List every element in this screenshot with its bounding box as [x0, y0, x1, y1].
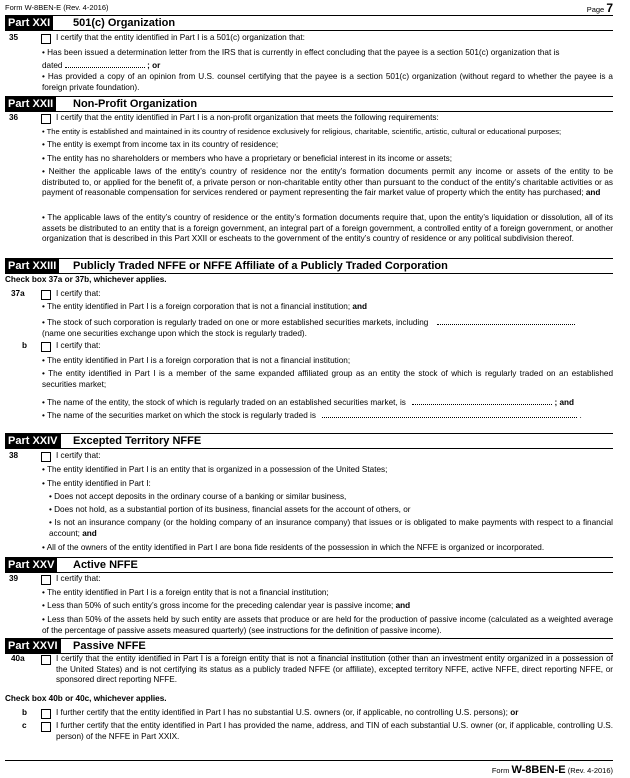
entity-name-field[interactable] — [412, 396, 552, 405]
bullet-body: • The entity identified in Part I is a foreign corporation that is not a financial institution; — [42, 302, 351, 311]
instruction-text: Check box 37a or 37b, whichever applies. — [5, 275, 167, 284]
line-number: b — [22, 341, 28, 350]
line-number: b — [22, 708, 28, 717]
bullet-body: • The stock of such corporation is regularly traded on one or more established securities markets, including — [42, 318, 429, 327]
or-label: or — [510, 708, 519, 717]
part-xxiii-header — [5, 258, 613, 274]
part-xxii-header — [5, 96, 613, 112]
bullet-body: • Has been issued a determination letter from the IRS that is currently in effect concluding that the payee is a section 501(c) organization that is — [42, 48, 560, 57]
sub-bullet-text: • Does not accept deposits in the ordinary course of a banking or similar business, — [49, 492, 347, 501]
part-tag: Part XXVI — [5, 639, 61, 653]
line-number: 37a — [11, 289, 25, 298]
part-tag: Part XXV — [5, 558, 57, 572]
bullet-text: • Has provided a copy of an opinion from U.S. counsel certifying that the payee is a section 501(c) organization (without regard to whether the payee is a foreign private foundation). — [42, 72, 613, 92]
checkbox-38[interactable] — [41, 452, 51, 462]
sub-bullet-body: • Is not an insurance company (or the holding company of an insurance company) that issues or is obligated to make payments with respect to a financial account; — [49, 518, 613, 538]
part-tag: Part XXI — [5, 16, 53, 30]
certify-text: I certify that: — [56, 341, 101, 350]
and-label: and — [585, 188, 601, 198]
bullet-text: • The applicable laws of the entity’s country of residence or the entity’s formation documents require that, upon the entity’s liquidation or dissolution, all of its assets be distributed to an entity that is a foreign government, an integral part of a foreign government, a controlled entity of a foreign government, or another organization that is described in this Part XXII or escheats to the government of the entity’s country of residence or any political subdivision thereof. — [42, 213, 613, 244]
part-xxi-header — [5, 15, 613, 31]
certify-text — [56, 708, 613, 719]
certify-text: I certify that: — [56, 289, 101, 298]
bullet-body: • The name of the securities market on which the stock is regularly traded is — [42, 411, 316, 420]
part-title: Passive NFFE — [73, 640, 146, 652]
bullet-text: • The entity identified in Part I is a member of the same expanded affiliated group as an entity the stock of which is regularly traded on an established securities market; — [42, 369, 613, 389]
bullet-text: • The entity identified in Part I: — [42, 479, 151, 488]
checkbox-37a[interactable] — [41, 290, 51, 300]
bullet-text — [42, 316, 613, 339]
bullet-text — [42, 167, 613, 199]
bullet-text — [42, 302, 613, 313]
bullet-text: • The entity is established and maintained in its country of residence exclusively for religious, charitable, scientific, artistic, cultural or educational purposes; — [42, 127, 562, 136]
certify-text: I further certify that the entity identified in Part I has provided the name, address, and TIN of each substantial U.S. owner (or, if applicable, controlling U.S. person) of the NFFE in Part XXIX. — [56, 721, 613, 741]
line-number: 35 — [9, 33, 19, 42]
part-xxvi-header — [5, 638, 613, 654]
footer-form-id — [492, 764, 613, 776]
part-title: Publicly Traded NFFE or NFFE Affiliate of a Publicly Traded Corporation — [73, 260, 448, 272]
bullet-note: (name one securities exchange upon which the stock is regularly traded). — [42, 328, 307, 338]
line-number: 38 — [9, 451, 19, 460]
part-tag: Part XXIV — [5, 434, 61, 448]
form-id: Form W-8BEN-E (Rev. 4-2016) — [5, 3, 109, 12]
dated-label: dated — [42, 60, 63, 70]
checkbox-39[interactable] — [41, 575, 51, 585]
page-footer — [5, 760, 613, 776]
checkbox-37b[interactable] — [41, 342, 51, 352]
certify-text: I certify that the entity identified in Part I is a non-profit organization that meets the following requirements: — [56, 113, 439, 122]
page-num: 7 — [606, 1, 613, 15]
part-title: 501(c) Organization — [73, 17, 176, 29]
footer-rev: (Rev. 4-2016) — [567, 766, 613, 775]
bullet-text: • All of the owners of the entity identified in Part I are bona fide residents of the possession in which the NFFE is organized or incorporated. — [42, 543, 545, 552]
bullet-body: • Less than 50% of such entity’s gross income for the preceding calendar year is passive income; — [42, 601, 394, 610]
page-label: Page — [586, 5, 605, 14]
bullet-body: • The name of the entity, the stock of which is regularly traded on an established securities market, is — [42, 398, 406, 407]
period: . — [579, 411, 582, 420]
part-tag: Part XXIII — [5, 259, 59, 273]
and-label: and — [82, 528, 97, 538]
bullet-body: • Neither the applicable laws of the entity’s country of residence nor the entity’s formation documents permit any income or assets of the entity to be distributed to, or applied for the benefit of, a private person or non-charitable entity other than pursuant to the conduct of the entity’s charitable activities or as payment of reasonable compensation for services rendered or payment representing the fair market value of property which the entity has purchased; — [42, 167, 613, 198]
bullet-text: • The entity identified in Part I is an entity that is organized in a possession of the United States; — [42, 465, 388, 474]
part-xxv-header — [5, 557, 613, 573]
line-number: c — [22, 721, 27, 730]
part-title: Non-Profit Organization — [73, 98, 198, 110]
footer-form-name: W-8BEN-E — [511, 764, 566, 776]
checkbox-40a[interactable] — [41, 655, 51, 665]
and-label: and — [395, 601, 411, 610]
part-xxiv-header — [5, 433, 613, 449]
sub-bullet-text: • Does not hold, as a substantial portion of its business, financial assets for the account of others, or — [49, 505, 411, 514]
certify-body: I further certify that the entity identified in Part I has no substantial U.S. owners (or, if applicable, no controlling U.S. persons); — [56, 708, 508, 717]
bullet-text: • The entity is exempt from income tax in its country of residence; — [42, 140, 279, 149]
checkbox-40b[interactable] — [41, 709, 51, 719]
instruction-text: Check box 40b or 40c, whichever applies. — [5, 694, 167, 703]
line-number: 40a — [11, 654, 25, 663]
footer-form-label: Form — [491, 766, 510, 775]
certify-text: I certify that the entity identified in Part I is a foreign entity that is not a financial institution (other than an investment entity organized in a possession of the United States) and is not certifying its status as a publicly traded NFFE (or affiliate), excepted territory NFFE, active NFFE, direct reporting NFFE, or sponsored direct reporting NFFE. — [56, 654, 613, 685]
bullet-text — [42, 601, 613, 612]
page-header — [5, 3, 613, 15]
bullet-text: • The entity identified in Part I is a foreign corporation that is not a financial institution; — [42, 356, 351, 365]
certify-text: I certify that: — [56, 451, 101, 460]
form-page — [5, 0, 613, 778]
sub-bullet-text — [49, 518, 613, 539]
bullet-text — [42, 48, 613, 71]
part-title: Excepted Territory NFFE — [73, 435, 202, 447]
part-title: Active NFFE — [73, 559, 138, 571]
certify-text: I certify that the entity identified in Part I is a 501(c) organization that: — [56, 33, 305, 42]
line-number: 39 — [9, 574, 19, 583]
bullet-text — [42, 396, 613, 409]
or-label: ; or — [147, 60, 161, 70]
bullet-text — [42, 409, 613, 422]
checkbox-40c[interactable] — [41, 722, 51, 732]
and-label: ; and — [554, 398, 575, 407]
line-number: 36 — [9, 113, 19, 122]
checkbox-35[interactable] — [41, 34, 51, 44]
checkbox-36[interactable] — [41, 114, 51, 124]
bullet-text: • The entity has no shareholders or members who have a proprietary or beneficial interest in its income or assets; — [42, 154, 453, 163]
certify-text: I certify that: — [56, 574, 101, 583]
securities-market-field[interactable] — [437, 316, 575, 325]
and-label: and — [352, 302, 367, 311]
page-number — [587, 1, 613, 15]
bullet-text: • Less than 50% of the assets held by such entity are assets that produce or are held for the production of passive income (calculated as a weighted average of the percentage of passive assets measured quarterly) (see instructions for the definition of passive income). — [42, 615, 613, 635]
bullet-text: • The entity identified in Part I is a foreign entity that is not a financial institution; — [42, 588, 329, 597]
date-field[interactable] — [65, 59, 145, 68]
part-tag: Part XXII — [5, 97, 56, 111]
market-name-field[interactable] — [322, 409, 577, 418]
